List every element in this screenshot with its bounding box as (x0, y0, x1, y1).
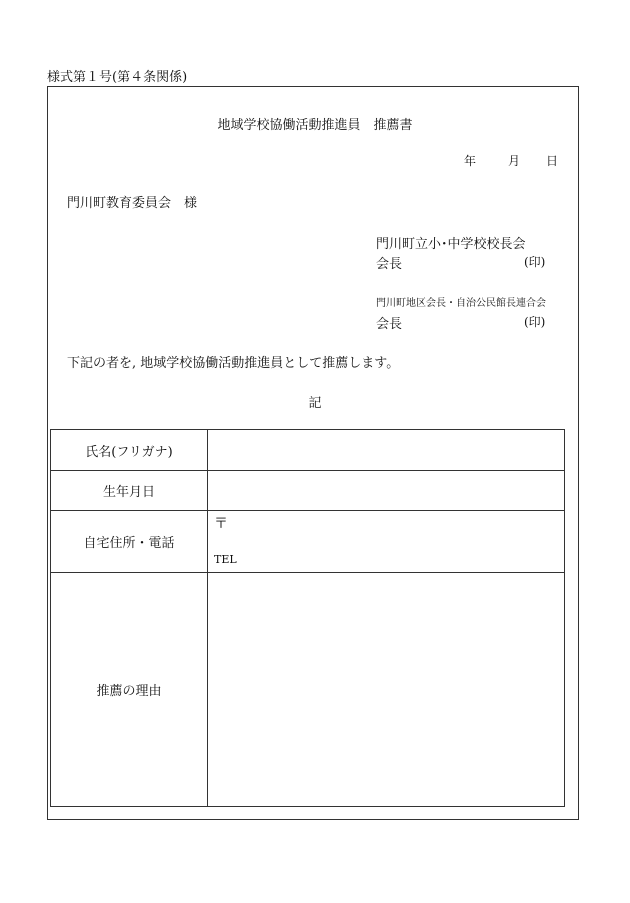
name-field[interactable] (208, 430, 565, 471)
table-row (51, 511, 565, 573)
recommender-org-2: 門川町地区会長・自治公民館長連合会 (376, 298, 546, 309)
document-title: 地域学校協働活動推進員 推薦書 (217, 118, 413, 133)
table-row (51, 430, 565, 471)
form-number: 様式第１号(第４条関係) (47, 70, 188, 85)
address-phone-label: 自宅住所・電話 (51, 511, 208, 573)
recommender-role-1: 会長 (376, 257, 403, 272)
name-label: 氏名(フリガナ) (51, 430, 208, 471)
reason-field[interactable] (208, 573, 565, 807)
addressee: 門川町教育委員会 様 (67, 196, 198, 211)
address-phone-field[interactable] (208, 511, 565, 573)
seal-mark-2: (印) (524, 315, 546, 329)
date-day-label: 日 (546, 154, 559, 168)
recommender-org-1: 門川町立小･中学校校長会 (376, 237, 526, 252)
recommender-role-2: 会長 (376, 317, 403, 332)
seal-mark-1: (印) (524, 255, 546, 269)
body-text: 下記の者を, 地域学校協働活動推進員として推薦します。 (67, 356, 400, 371)
table-row (51, 573, 565, 807)
birthdate-field[interactable] (208, 471, 565, 511)
reason-label: 推薦の理由 (51, 573, 208, 807)
birthdate-label: 生年月日 (51, 471, 208, 511)
recommendation-table (50, 429, 565, 807)
ki-heading: 記 (308, 396, 322, 411)
date-year-label: 年 (464, 154, 477, 168)
table-row (51, 471, 565, 511)
date-month-label: 月 (508, 154, 521, 168)
tel-label: TEL (214, 553, 237, 566)
postal-mark: 〒 (214, 516, 228, 532)
